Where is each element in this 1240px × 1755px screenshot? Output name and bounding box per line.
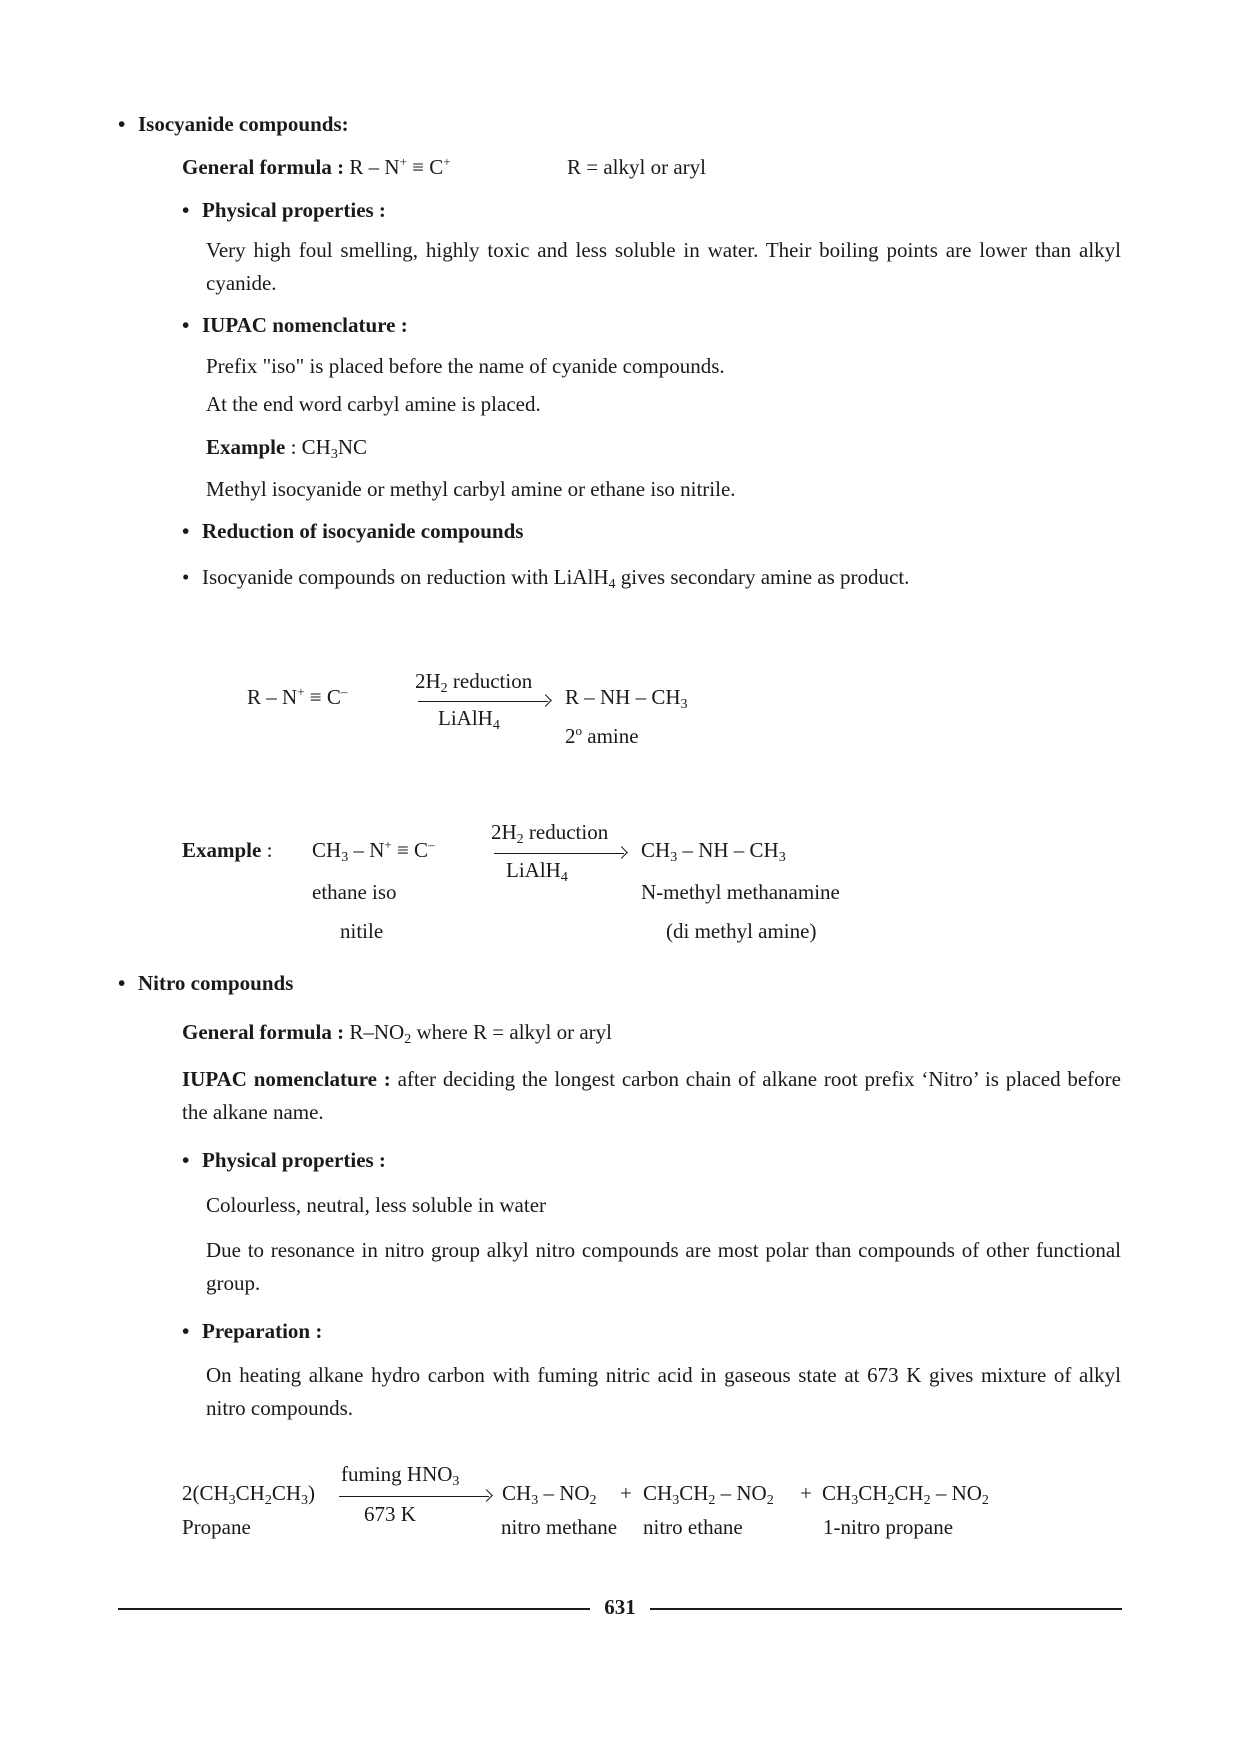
subheading-reduction: • Reduction of isocyanide compounds [182,519,524,543]
reaction3-plus-1: + [620,1481,632,1505]
reaction2-label: Example : [182,838,273,862]
reaction3-product-3: $CH_3CH_2CH_2 - NO_2$ [822,1481,989,1508]
reaction1-arrow-below: LiAlH$_4$ [438,706,500,733]
bullet-icon: • [182,565,190,589]
reaction3-arrow-above: fuming $HNO_3$ [341,1462,460,1489]
iupac-line-2: At the end word carbyl amine is placed. [206,392,541,416]
page-number: 631 [604,1595,636,1619]
nitro-physical-line-1: Colourless, neutral, less soluble in water [206,1193,547,1217]
reaction3-product-1: $CH_3 - NO_2$ [502,1481,597,1508]
reaction3-name-3: 1-nitro propane [823,1515,954,1539]
general-formula-line: General formula : R – N+ ≡ C+ [182,154,451,179]
iupac-line-1: Prefix "iso" is placed before the name of cyanide compounds. [206,354,725,378]
footer-rule-right [650,1608,1122,1610]
example-names: Methyl isocyanide or methyl carbyl amine or ethane iso nitrile. [206,477,736,501]
reaction3-arrow [339,1496,489,1497]
footer-rule-left [118,1608,590,1610]
nitro-preparation-text: On heating alkane hydro carbon with fuming nitric acid in gaseous state at 673 K gives mixture of alkyl nitro compounds. [206,1363,1121,1420]
bullet-icon: • [182,198,190,222]
bullet-icon: • [118,112,126,136]
bullet-icon: • [182,1319,190,1343]
reaction2-reactant: $CH_3 - N^+ \equiv C^-$ [312,837,435,865]
physical-properties-text: Very high foul smelling, highly toxic and less soluble in water. Their boiling points are lower than alkyl cyanide. [206,238,1121,295]
section-heading-nitro: • Nitro compounds [118,971,294,995]
reduction-text: • Isocyanide compounds on reduction with LiAlH$_4$ gives secondary amine as product. [182,565,910,592]
nitro-general-formula: General formula : $R-NO_2$ where R = alkyl or aryl [182,1020,613,1047]
nitro-subheading-preparation: • Preparation : [182,1319,323,1343]
reaction2-product: $CH_3$ – NH – $CH_3$ [641,838,786,865]
general-formula: R – N+ ≡ C+ [349,154,451,179]
bullet-icon: • [118,971,126,995]
reaction3-name-reactant: Propane [182,1515,251,1539]
reaction1-arrow [418,701,548,702]
reaction1-arrow-above: $2H_2$ reduction [415,669,533,696]
nitro-iupac: IUPAC nomenclature : after deciding the longest carbon chain of alkane root prefix ‘Nitro’ is placed before the alkane name. [182,1067,1121,1124]
example-formula: Example : $CH_3NC$ [206,435,368,462]
bullet-icon: • [182,313,190,337]
reaction2-arrow-below: LiAlH$_4$ [506,858,568,885]
reaction2-reactant-name-2: nitile [340,919,384,943]
reaction1-reactant: R – N+ ≡ C– [247,684,348,709]
reaction2-arrow-above: $2H_2$ reduction [491,820,609,847]
reaction2-reactant-name-1: ethane iso [312,880,397,904]
subheading-iupac: • IUPAC nomenclature : [182,313,408,337]
reaction2-product-name-2: (di methyl amine) [666,919,817,943]
subheading-physical-properties: • Physical properties : [182,198,386,222]
reaction2-product-name-1: N-methyl methanamine [641,880,840,904]
nitro-subheading-physical: • Physical properties : [182,1148,386,1172]
section-heading-isocyanide: • Isocyanide compounds: [118,112,349,136]
reaction2-arrow [494,853,624,854]
nitro-physical-line-2: Due to resonance in nitro group alkyl nitro compounds are most polar than compounds of other functional group. [206,1238,1121,1295]
bullet-icon: • [182,519,190,543]
reaction3-name-1: nitro methane [501,1515,618,1539]
reaction3-arrow-below: 673 K [364,1502,416,1526]
reaction3-plus-2: + [800,1481,812,1505]
reaction1-product: R – NH – $CH_3$ [565,685,688,712]
reaction1-product-note: 2$^o$ amine [565,723,639,748]
reaction3-reactant: $2(CH_3CH_2CH_3)$ [182,1481,316,1508]
reaction3-product-2: $CH_3CH_2 - NO_2$ [643,1481,774,1508]
reaction3-name-2: nitro ethane [643,1515,743,1539]
bullet-icon: • [182,1148,190,1172]
general-formula-where: R = alkyl or aryl [567,155,706,179]
